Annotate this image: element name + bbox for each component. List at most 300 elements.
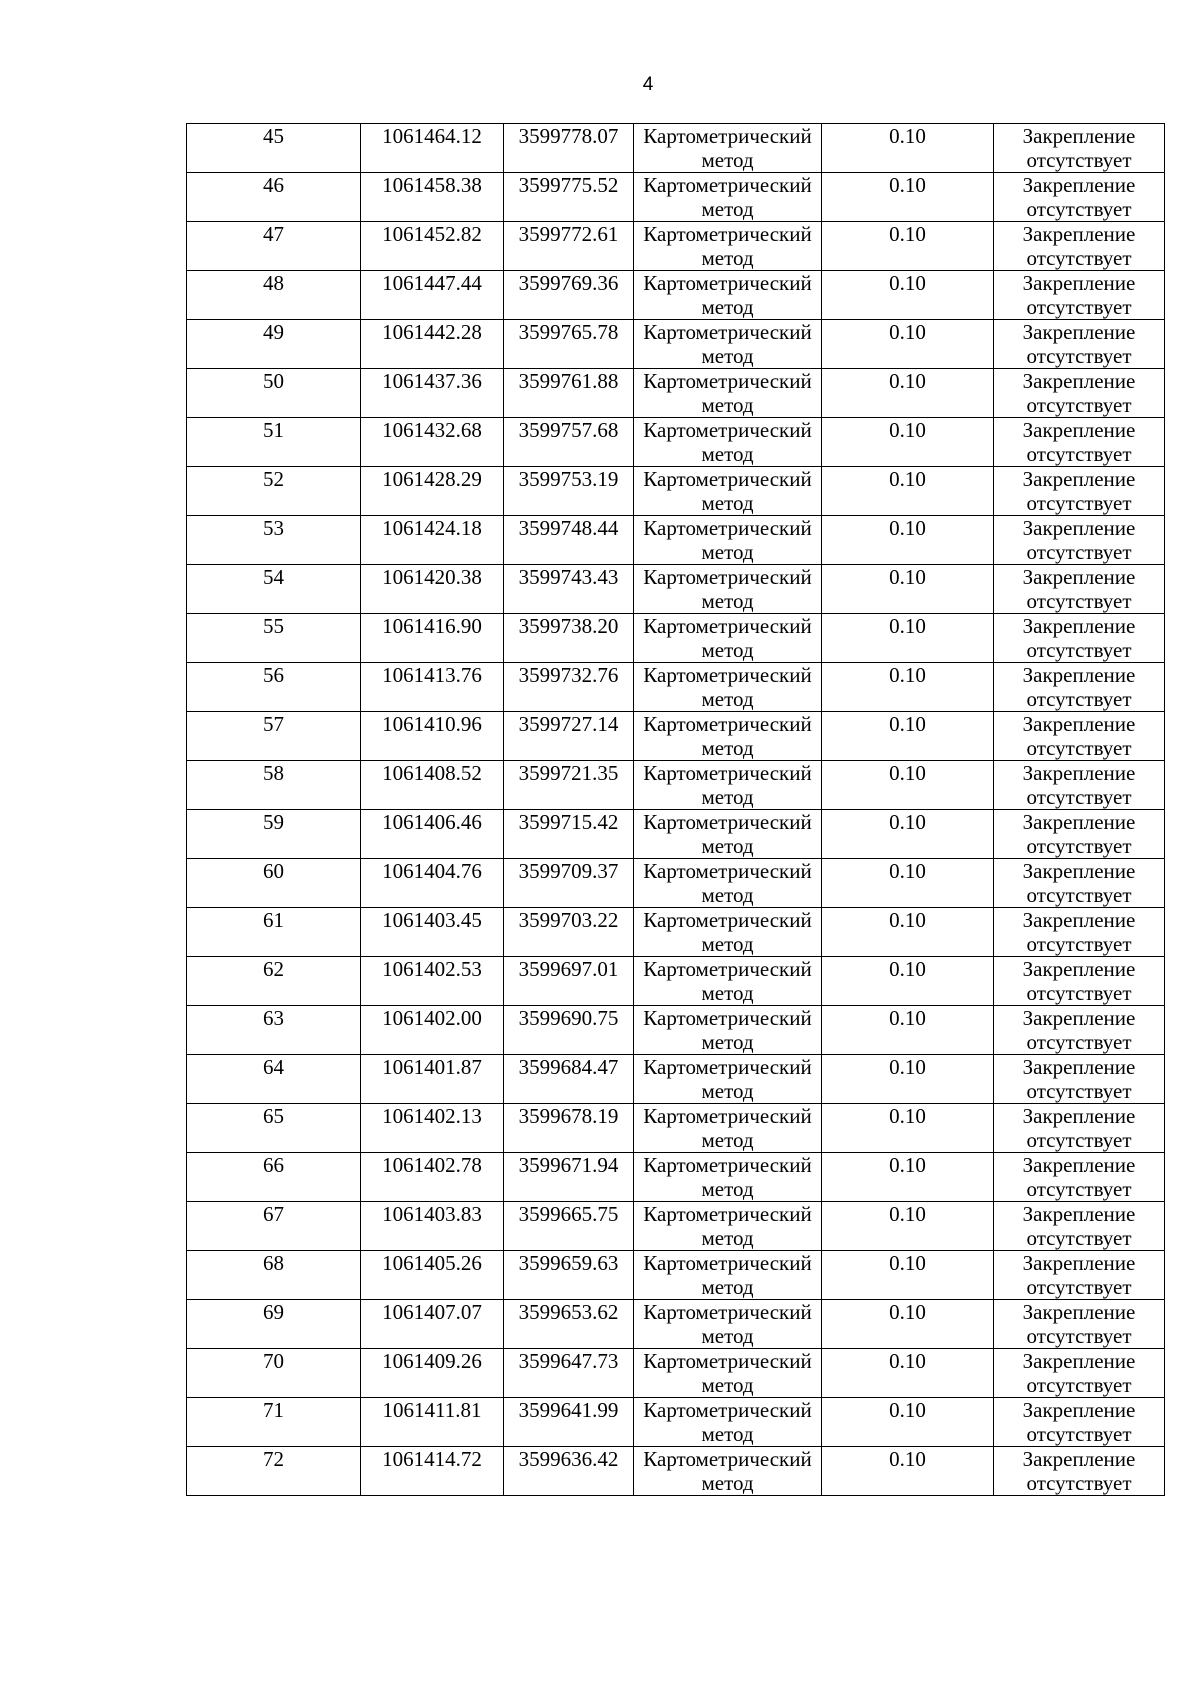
method-line-1: Картометрический — [643, 516, 812, 540]
point-number-cell — [187, 1104, 361, 1153]
fixation-line-2: отсутствует — [1026, 197, 1132, 221]
fixation-line-1: Закрепление — [1022, 1447, 1136, 1471]
y-coordinate-cell — [504, 859, 634, 908]
fixation-line-1: Закрепление — [1022, 957, 1136, 981]
accuracy-value: 0.10 — [889, 1300, 926, 1324]
accuracy-value: 0.10 — [889, 1055, 926, 1079]
fixation-line-1: Закрепление — [1022, 1104, 1136, 1128]
point-number: 55 — [263, 614, 284, 638]
method-line-1: Картометрический — [643, 1349, 812, 1373]
method-line-2: метод — [701, 1324, 754, 1348]
x-coordinate-cell — [361, 810, 504, 859]
method-line-2: метод — [701, 344, 754, 368]
point-number: 49 — [263, 320, 284, 344]
y-coordinate-cell — [504, 173, 634, 222]
method-cell — [634, 1349, 822, 1398]
x-coordinate: 1061405.26 — [382, 1251, 482, 1275]
y-coordinate: 3599732.76 — [518, 663, 619, 687]
accuracy-value: 0.10 — [889, 124, 926, 148]
point-number: 52 — [263, 467, 284, 491]
coordinates-table — [186, 123, 1165, 1496]
method-cell — [634, 271, 822, 320]
method-cell — [634, 1398, 822, 1447]
fixation-line-1: Закрепление — [1022, 908, 1136, 932]
method-line-1: Картометрический — [643, 859, 812, 883]
point-number-cell — [187, 320, 361, 369]
fixation-line-2: отсутствует — [1026, 981, 1132, 1005]
y-coordinate-cell — [504, 1349, 634, 1398]
y-coordinate: 3599772.61 — [518, 222, 619, 246]
y-coordinate-cell — [504, 516, 634, 565]
fixation-cell — [994, 1202, 1165, 1251]
table-row — [187, 565, 1165, 614]
x-coordinate-cell — [361, 222, 504, 271]
point-number-cell — [187, 908, 361, 957]
point-number-cell — [187, 124, 361, 173]
point-number-cell — [187, 1398, 361, 1447]
method-cell — [634, 663, 822, 712]
fixation-line-2: отсутствует — [1026, 834, 1132, 858]
x-coordinate-cell — [361, 859, 504, 908]
method-line-1: Картометрический — [643, 908, 812, 932]
fixation-line-1: Закрепление — [1022, 712, 1136, 736]
fixation-cell — [994, 1055, 1165, 1104]
y-coordinate: 3599659.63 — [518, 1251, 619, 1275]
x-coordinate-cell — [361, 908, 504, 957]
y-coordinate-cell — [504, 1398, 634, 1447]
accuracy-cell — [822, 418, 994, 467]
accuracy-value: 0.10 — [889, 614, 926, 638]
x-coordinate: 1061452.82 — [382, 222, 482, 246]
method-line-1: Картометрический — [643, 663, 812, 687]
fixation-cell — [994, 1300, 1165, 1349]
x-coordinate: 1061424.18 — [382, 516, 482, 540]
point-number-cell — [187, 271, 361, 320]
method-line-2: метод — [701, 491, 754, 515]
y-coordinate-cell — [504, 418, 634, 467]
y-coordinate-cell — [504, 761, 634, 810]
table-row — [187, 810, 1165, 859]
accuracy-cell — [822, 516, 994, 565]
x-coordinate-cell — [361, 1055, 504, 1104]
method-line-2: метод — [701, 1177, 754, 1201]
table-row — [187, 516, 1165, 565]
accuracy-cell — [822, 320, 994, 369]
method-line-2: метод — [701, 883, 754, 907]
point-number: 53 — [263, 516, 284, 540]
accuracy-cell — [822, 1104, 994, 1153]
fixation-line-2: отсутствует — [1026, 1177, 1132, 1201]
fixation-line-2: отсутствует — [1026, 1079, 1132, 1103]
y-coordinate: 3599769.36 — [518, 271, 619, 295]
fixation-cell — [994, 957, 1165, 1006]
method-cell — [634, 173, 822, 222]
x-coordinate-cell — [361, 565, 504, 614]
table-row — [187, 418, 1165, 467]
point-number: 50 — [263, 369, 284, 393]
x-coordinate: 1061402.13 — [382, 1104, 482, 1128]
y-coordinate-cell — [504, 467, 634, 516]
fixation-line-1: Закрепление — [1022, 516, 1136, 540]
y-coordinate-cell — [504, 222, 634, 271]
x-coordinate-cell — [361, 1202, 504, 1251]
x-coordinate: 1061403.83 — [382, 1202, 482, 1226]
accuracy-cell — [822, 761, 994, 810]
x-coordinate: 1061428.29 — [382, 467, 482, 491]
y-coordinate-cell — [504, 663, 634, 712]
accuracy-value: 0.10 — [889, 320, 926, 344]
table-row — [187, 1055, 1165, 1104]
method-line-2: метод — [701, 1471, 754, 1495]
table-row — [187, 222, 1165, 271]
y-coordinate: 3599697.01 — [518, 957, 619, 981]
fixation-line-2: отсутствует — [1026, 785, 1132, 809]
fixation-line-2: отсутствует — [1026, 442, 1132, 466]
x-coordinate: 1061411.81 — [382, 1398, 482, 1422]
accuracy-value: 0.10 — [889, 908, 926, 932]
point-number-cell — [187, 1300, 361, 1349]
y-coordinate-cell — [504, 320, 634, 369]
fixation-line-1: Закрепление — [1022, 1006, 1136, 1030]
method-line-1: Картометрический — [643, 810, 812, 834]
method-line-2: метод — [701, 1373, 754, 1397]
method-cell — [634, 1153, 822, 1202]
y-coordinate: 3599727.14 — [518, 712, 619, 736]
point-number: 51 — [263, 418, 284, 442]
x-coordinate-cell — [361, 369, 504, 418]
fixation-line-1: Закрепление — [1022, 173, 1136, 197]
fixation-line-2: отсутствует — [1026, 540, 1132, 564]
fixation-line-2: отсутствует — [1026, 344, 1132, 368]
method-line-2: метод — [701, 1030, 754, 1054]
y-coordinate-cell — [504, 712, 634, 761]
x-coordinate: 1061402.78 — [382, 1153, 482, 1177]
y-coordinate-cell — [504, 1055, 634, 1104]
accuracy-cell — [822, 173, 994, 222]
fixation-line-1: Закрепление — [1022, 1055, 1136, 1079]
table-row — [187, 1104, 1165, 1153]
fixation-line-2: отсутствует — [1026, 687, 1132, 711]
x-coordinate-cell — [361, 173, 504, 222]
fixation-line-1: Закрепление — [1022, 663, 1136, 687]
fixation-line-2: отсутствует — [1026, 1373, 1132, 1397]
accuracy-value: 0.10 — [889, 418, 926, 442]
accuracy-value: 0.10 — [889, 1398, 926, 1422]
accuracy-value: 0.10 — [889, 1447, 926, 1471]
x-coordinate: 1061408.52 — [382, 761, 482, 785]
fixation-line-2: отсутствует — [1026, 491, 1132, 515]
x-coordinate: 1061442.28 — [382, 320, 482, 344]
table-row — [187, 1006, 1165, 1055]
fixation-line-1: Закрепление — [1022, 320, 1136, 344]
y-coordinate-cell — [504, 810, 634, 859]
y-coordinate-cell — [504, 124, 634, 173]
accuracy-cell — [822, 614, 994, 663]
y-coordinate: 3599721.35 — [518, 761, 619, 785]
y-coordinate-cell — [504, 1006, 634, 1055]
table-row — [187, 1251, 1165, 1300]
accuracy-cell — [822, 1300, 994, 1349]
fixation-cell — [994, 663, 1165, 712]
accuracy-cell — [822, 1202, 994, 1251]
point-number: 72 — [263, 1447, 284, 1471]
accuracy-cell — [822, 565, 994, 614]
y-coordinate: 3599775.52 — [518, 173, 619, 197]
y-coordinate: 3599641.99 — [518, 1398, 619, 1422]
x-coordinate: 1061437.36 — [382, 369, 482, 393]
method-line-1: Картометрический — [643, 761, 812, 785]
point-number: 68 — [263, 1251, 284, 1275]
method-cell — [634, 124, 822, 173]
accuracy-value: 0.10 — [889, 271, 926, 295]
y-coordinate: 3599671.94 — [518, 1153, 619, 1177]
fixation-cell — [994, 810, 1165, 859]
fixation-cell — [994, 1153, 1165, 1202]
x-coordinate-cell — [361, 516, 504, 565]
x-coordinate-cell — [361, 1006, 504, 1055]
y-coordinate: 3599653.62 — [518, 1300, 619, 1324]
accuracy-cell — [822, 222, 994, 271]
y-coordinate: 3599757.68 — [518, 418, 619, 442]
y-coordinate-cell — [504, 957, 634, 1006]
fixation-line-1: Закрепление — [1022, 1202, 1136, 1226]
method-line-1: Картометрический — [643, 1202, 812, 1226]
method-cell — [634, 565, 822, 614]
accuracy-cell — [822, 369, 994, 418]
x-coordinate-cell — [361, 467, 504, 516]
x-coordinate-cell — [361, 1300, 504, 1349]
fixation-line-2: отсутствует — [1026, 148, 1132, 172]
x-coordinate: 1061410.96 — [382, 712, 482, 736]
x-coordinate-cell — [361, 124, 504, 173]
method-cell — [634, 320, 822, 369]
table-row — [187, 908, 1165, 957]
method-line-2: метод — [701, 540, 754, 564]
y-coordinate: 3599753.19 — [518, 467, 619, 491]
accuracy-cell — [822, 1447, 994, 1496]
method-cell — [634, 1251, 822, 1300]
point-number: 65 — [263, 1104, 284, 1128]
method-line-1: Картометрический — [643, 1153, 812, 1177]
x-coordinate: 1061404.76 — [382, 859, 482, 883]
accuracy-value: 0.10 — [889, 516, 926, 540]
accuracy-value: 0.10 — [889, 859, 926, 883]
fixation-cell — [994, 271, 1165, 320]
table-row — [187, 1349, 1165, 1398]
method-line-2: метод — [701, 442, 754, 466]
fixation-line-1: Закрепление — [1022, 1398, 1136, 1422]
fixation-line-1: Закрепление — [1022, 222, 1136, 246]
x-coordinate-cell — [361, 1104, 504, 1153]
fixation-line-2: отсутствует — [1026, 638, 1132, 662]
point-number-cell — [187, 222, 361, 271]
x-coordinate: 1061464.12 — [382, 124, 482, 148]
y-coordinate: 3599738.20 — [518, 614, 619, 638]
accuracy-cell — [822, 124, 994, 173]
table-row — [187, 173, 1165, 222]
fixation-line-1: Закрепление — [1022, 761, 1136, 785]
method-line-2: метод — [701, 197, 754, 221]
fixation-line-1: Закрепление — [1022, 614, 1136, 638]
method-cell — [634, 1055, 822, 1104]
table-row — [187, 1202, 1165, 1251]
method-line-1: Картометрический — [643, 614, 812, 638]
method-line-2: метод — [701, 785, 754, 809]
point-number: 57 — [263, 712, 284, 736]
y-coordinate: 3599715.42 — [518, 810, 619, 834]
point-number-cell — [187, 1006, 361, 1055]
x-coordinate: 1061447.44 — [382, 271, 482, 295]
method-line-1: Картометрический — [643, 565, 812, 589]
method-cell — [634, 222, 822, 271]
accuracy-value: 0.10 — [889, 467, 926, 491]
point-number: 58 — [263, 761, 284, 785]
point-number: 63 — [263, 1006, 284, 1030]
table-row — [187, 1398, 1165, 1447]
method-line-1: Картометрический — [643, 712, 812, 736]
point-number-cell — [187, 1153, 361, 1202]
fixation-cell — [994, 1447, 1165, 1496]
fixation-cell — [994, 1349, 1165, 1398]
method-line-1: Картометрический — [643, 1447, 812, 1471]
fixation-cell — [994, 712, 1165, 761]
method-cell — [634, 908, 822, 957]
accuracy-value: 0.10 — [889, 761, 926, 785]
y-coordinate: 3599709.37 — [518, 859, 619, 883]
method-line-1: Картометрический — [643, 1104, 812, 1128]
point-number-cell — [187, 1447, 361, 1496]
fixation-line-1: Закрепление — [1022, 124, 1136, 148]
table-row — [187, 271, 1165, 320]
accuracy-cell — [822, 1055, 994, 1104]
fixation-line-2: отсутствует — [1026, 1471, 1132, 1495]
method-line-2: метод — [701, 148, 754, 172]
x-coordinate-cell — [361, 1153, 504, 1202]
x-coordinate-cell — [361, 1251, 504, 1300]
accuracy-cell — [822, 271, 994, 320]
fixation-cell — [994, 859, 1165, 908]
point-number-cell — [187, 565, 361, 614]
x-coordinate-cell — [361, 957, 504, 1006]
accuracy-value: 0.10 — [889, 663, 926, 687]
fixation-line-2: отсутствует — [1026, 736, 1132, 760]
y-coordinate: 3599761.88 — [518, 369, 619, 393]
method-line-1: Картометрический — [643, 369, 812, 393]
fixation-line-2: отсутствует — [1026, 295, 1132, 319]
y-coordinate-cell — [504, 1300, 634, 1349]
method-line-2: метод — [701, 1422, 754, 1446]
accuracy-cell — [822, 810, 994, 859]
table-row — [187, 369, 1165, 418]
fixation-cell — [994, 124, 1165, 173]
x-coordinate-cell — [361, 614, 504, 663]
accuracy-value: 0.10 — [889, 1104, 926, 1128]
method-line-1: Картометрический — [643, 1398, 812, 1422]
method-line-2: метод — [701, 1275, 754, 1299]
fixation-cell — [994, 908, 1165, 957]
method-cell — [634, 418, 822, 467]
point-number: 69 — [263, 1300, 284, 1324]
method-cell — [634, 1447, 822, 1496]
fixation-line-2: отсутствует — [1026, 1275, 1132, 1299]
fixation-line-1: Закрепление — [1022, 565, 1136, 589]
table-row — [187, 957, 1165, 1006]
fixation-line-2: отсутствует — [1026, 246, 1132, 270]
x-coordinate-cell — [361, 663, 504, 712]
y-coordinate-cell — [504, 565, 634, 614]
accuracy-cell — [822, 1398, 994, 1447]
fixation-cell — [994, 761, 1165, 810]
method-line-1: Картометрический — [643, 1300, 812, 1324]
x-coordinate: 1061402.53 — [382, 957, 482, 981]
accuracy-cell — [822, 1349, 994, 1398]
method-line-1: Картометрический — [643, 271, 812, 295]
point-number-cell — [187, 467, 361, 516]
table-row — [187, 124, 1165, 173]
fixation-line-2: отсутствует — [1026, 1422, 1132, 1446]
method-line-2: метод — [701, 834, 754, 858]
method-line-1: Картометрический — [643, 1055, 812, 1079]
y-coordinate: 3599678.19 — [518, 1104, 619, 1128]
point-number-cell — [187, 859, 361, 908]
x-coordinate-cell — [361, 320, 504, 369]
point-number: 46 — [263, 173, 284, 197]
table-row — [187, 614, 1165, 663]
fixation-line-2: отсутствует — [1026, 1128, 1132, 1152]
x-coordinate-cell — [361, 1349, 504, 1398]
point-number-cell — [187, 712, 361, 761]
point-number-cell — [187, 516, 361, 565]
y-coordinate-cell — [504, 1104, 634, 1153]
method-line-1: Картометрический — [643, 1251, 812, 1275]
x-coordinate-cell — [361, 761, 504, 810]
x-coordinate: 1061401.87 — [382, 1055, 482, 1079]
fixation-cell — [994, 467, 1165, 516]
fixation-cell — [994, 320, 1165, 369]
y-coordinate: 3599765.78 — [518, 320, 619, 344]
method-cell — [634, 516, 822, 565]
point-number-cell — [187, 1202, 361, 1251]
fixation-line-1: Закрепление — [1022, 810, 1136, 834]
accuracy-cell — [822, 859, 994, 908]
method-line-2: метод — [701, 932, 754, 956]
method-cell — [634, 761, 822, 810]
fixation-line-2: отсутствует — [1026, 393, 1132, 417]
x-coordinate-cell — [361, 1398, 504, 1447]
method-cell — [634, 810, 822, 859]
method-cell — [634, 957, 822, 1006]
fixation-line-2: отсутствует — [1026, 1324, 1132, 1348]
point-number: 61 — [263, 908, 284, 932]
x-coordinate-cell — [361, 712, 504, 761]
fixation-line-1: Закрепление — [1022, 418, 1136, 442]
table-row — [187, 1300, 1165, 1349]
point-number: 71 — [263, 1398, 284, 1422]
table-row — [187, 663, 1165, 712]
point-number: 48 — [263, 271, 284, 295]
accuracy-cell — [822, 908, 994, 957]
point-number-cell — [187, 614, 361, 663]
y-coordinate: 3599665.75 — [518, 1202, 619, 1226]
x-coordinate: 1061416.90 — [382, 614, 482, 638]
method-line-1: Картометрический — [643, 957, 812, 981]
y-coordinate: 3599636.42 — [518, 1447, 619, 1471]
point-number: 62 — [263, 957, 284, 981]
y-coordinate: 3599647.73 — [518, 1349, 619, 1373]
fixation-cell — [994, 516, 1165, 565]
fixation-cell — [994, 1104, 1165, 1153]
method-line-2: метод — [701, 1226, 754, 1250]
